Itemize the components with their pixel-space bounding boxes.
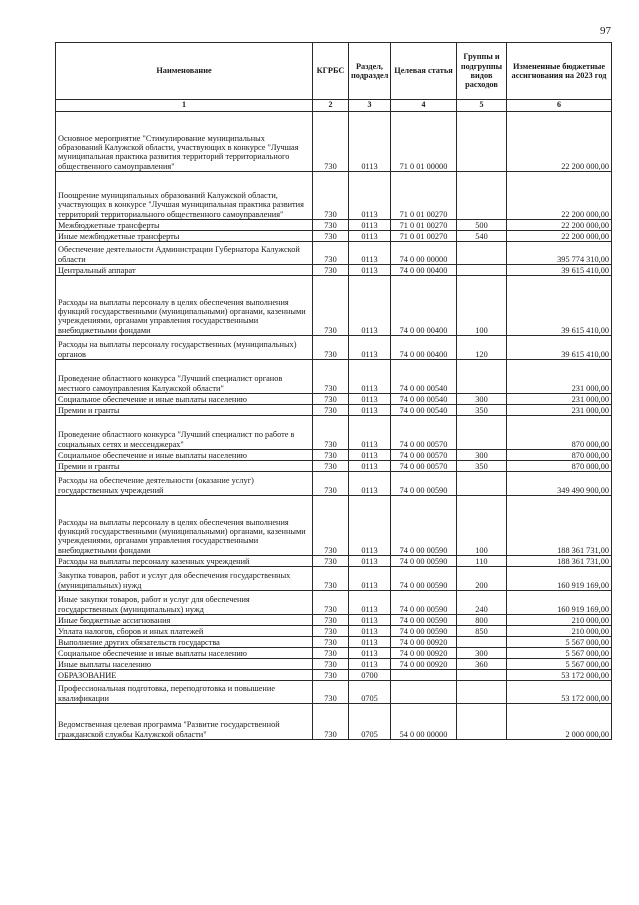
row-name: Проведение областного конкурса "Лучший специалист органов местного самоуправления Калужской области" xyxy=(56,360,313,394)
table-row xyxy=(56,394,612,405)
table-row xyxy=(56,172,612,220)
row-amount: 870 000,00 xyxy=(507,416,612,450)
row-amount: 210 000,00 xyxy=(507,615,612,626)
row-name: Ведомственная целевая программа "Развитие государственной гражданской службы Калужской области" xyxy=(56,704,313,740)
row-target: 74 0 00 00540 xyxy=(391,405,457,416)
row-group: 100 xyxy=(457,276,507,336)
table-row xyxy=(56,681,612,704)
row-amount: 22 200 000,00 xyxy=(507,231,612,242)
row-amount: 22 200 000,00 xyxy=(507,112,612,172)
budget-table xyxy=(55,42,612,740)
row-section: 0113 xyxy=(349,648,391,659)
row-section: 0113 xyxy=(349,567,391,591)
column-number: 5 xyxy=(457,100,507,112)
table-body xyxy=(56,112,612,740)
row-section: 0113 xyxy=(349,496,391,556)
row-amount: 870 000,00 xyxy=(507,461,612,472)
row-amount: 160 919 169,00 xyxy=(507,567,612,591)
row-amount: 5 567 000,00 xyxy=(507,637,612,648)
row-target: 71 0 01 00270 xyxy=(391,220,457,231)
row-kgrbs: 730 xyxy=(313,626,349,637)
row-section: 0113 xyxy=(349,394,391,405)
row-target: 74 0 00 00540 xyxy=(391,394,457,405)
row-amount: 188 361 731,00 xyxy=(507,496,612,556)
table-row xyxy=(56,637,612,648)
column-header-name: Наименование xyxy=(56,43,313,100)
row-target: 74 0 00 00590 xyxy=(391,556,457,567)
row-section: 0113 xyxy=(349,461,391,472)
row-group: 110 xyxy=(457,556,507,567)
row-section: 0113 xyxy=(349,659,391,670)
row-name: Иные закупки товаров, работ и услуг для обеспечения государственных (муниципальных) нужд xyxy=(56,591,313,615)
row-group: 300 xyxy=(457,450,507,461)
row-name: Социальное обеспечение и иные выплаты населению xyxy=(56,450,313,461)
row-kgrbs: 730 xyxy=(313,336,349,360)
row-section: 0113 xyxy=(349,556,391,567)
row-amount: 395 774 310,00 xyxy=(507,242,612,265)
row-name: Межбюджетные трансферты xyxy=(56,220,313,231)
row-target: 71 0 01 00270 xyxy=(391,172,457,220)
row-name: Расходы на выплаты персоналу казенных учреждений xyxy=(56,556,313,567)
row-kgrbs: 730 xyxy=(313,556,349,567)
row-group: 350 xyxy=(457,405,507,416)
row-kgrbs: 730 xyxy=(313,265,349,276)
row-group: 240 xyxy=(457,591,507,615)
row-section: 0705 xyxy=(349,681,391,704)
row-kgrbs: 730 xyxy=(313,637,349,648)
row-section: 0113 xyxy=(349,591,391,615)
row-section: 0113 xyxy=(349,615,391,626)
row-section: 0113 xyxy=(349,231,391,242)
row-kgrbs: 730 xyxy=(313,405,349,416)
row-amount: 22 200 000,00 xyxy=(507,220,612,231)
header-row xyxy=(56,43,612,100)
row-section: 0113 xyxy=(349,360,391,394)
table-row xyxy=(56,461,612,472)
row-target: 74 0 00 00570 xyxy=(391,461,457,472)
row-target: 74 0 00 00400 xyxy=(391,336,457,360)
table-row xyxy=(56,112,612,172)
row-target xyxy=(391,681,457,704)
row-name: Премии и гранты xyxy=(56,461,313,472)
row-target: 74 0 00 00400 xyxy=(391,265,457,276)
column-number: 2 xyxy=(313,100,349,112)
row-kgrbs: 730 xyxy=(313,220,349,231)
row-amount: 39 615 410,00 xyxy=(507,276,612,336)
row-amount: 870 000,00 xyxy=(507,450,612,461)
row-amount: 210 000,00 xyxy=(507,626,612,637)
row-target: 71 0 01 00000 xyxy=(391,112,457,172)
row-group xyxy=(457,172,507,220)
row-target: 74 0 00 00590 xyxy=(391,496,457,556)
row-amount: 231 000,00 xyxy=(507,405,612,416)
row-amount: 5 567 000,00 xyxy=(507,648,612,659)
row-target: 74 0 00 00920 xyxy=(391,659,457,670)
row-section: 0113 xyxy=(349,172,391,220)
row-section: 0113 xyxy=(349,220,391,231)
column-header-section: Раздел, подраздел xyxy=(349,43,391,100)
row-target: 74 0 00 00590 xyxy=(391,472,457,496)
row-kgrbs: 730 xyxy=(313,567,349,591)
column-number: 3 xyxy=(349,100,391,112)
table-row xyxy=(56,405,612,416)
row-amount: 22 200 000,00 xyxy=(507,172,612,220)
row-amount: 231 000,00 xyxy=(507,360,612,394)
page-number: 97 xyxy=(600,25,611,37)
row-group xyxy=(457,265,507,276)
row-section: 0700 xyxy=(349,670,391,681)
column-header-amount: Измененные бюджетные ассигнования на 2023 год xyxy=(507,43,612,100)
row-name: Социальное обеспечение и иные выплаты населению xyxy=(56,648,313,659)
row-section: 0113 xyxy=(349,405,391,416)
table-row xyxy=(56,231,612,242)
row-amount: 39 615 410,00 xyxy=(507,265,612,276)
row-name: Расходы на выплаты персоналу в целях обеспечения выполнения функций государственными (муниципальными) органами, казенными учреждениями, органами управления государственными внебюджетными фондами xyxy=(56,496,313,556)
row-name: ОБРАЗОВАНИЕ xyxy=(56,670,313,681)
row-kgrbs: 730 xyxy=(313,704,349,740)
row-target: 74 0 00 00570 xyxy=(391,450,457,461)
row-kgrbs: 730 xyxy=(313,450,349,461)
row-kgrbs: 730 xyxy=(313,591,349,615)
row-group xyxy=(457,242,507,265)
table-row xyxy=(56,360,612,394)
row-target: 54 0 00 00000 xyxy=(391,704,457,740)
row-amount: 231 000,00 xyxy=(507,394,612,405)
row-name: Профессиональная подготовка, переподготовка и повышение квалификации xyxy=(56,681,313,704)
row-name: Обеспечение деятельности Администрации Губернатора Калужской области xyxy=(56,242,313,265)
row-name: Проведение областного конкурса "Лучший специалист по работе в социальных сетях и мессенджерах" xyxy=(56,416,313,450)
row-kgrbs: 730 xyxy=(313,648,349,659)
row-name: Центральный аппарат xyxy=(56,265,313,276)
row-group: 300 xyxy=(457,648,507,659)
row-section: 0113 xyxy=(349,276,391,336)
row-kgrbs: 730 xyxy=(313,472,349,496)
row-name: Расходы на выплаты персоналу государственных (муниципальных) органов xyxy=(56,336,313,360)
row-target: 74 0 00 00590 xyxy=(391,626,457,637)
column-number-row xyxy=(56,100,612,112)
row-name: Закупка товаров, работ и услуг для обеспечения государственных (муниципальных) нужд xyxy=(56,567,313,591)
table-row xyxy=(56,472,612,496)
table-row xyxy=(56,567,612,591)
row-section: 0113 xyxy=(349,112,391,172)
row-name: Иные межбюджетные трансферты xyxy=(56,231,313,242)
row-section: 0113 xyxy=(349,242,391,265)
column-header-kgrbs: КГРБС xyxy=(313,43,349,100)
column-number: 1 xyxy=(56,100,313,112)
table-row xyxy=(56,220,612,231)
column-number: 6 xyxy=(507,100,612,112)
row-group xyxy=(457,704,507,740)
table-row xyxy=(56,416,612,450)
row-kgrbs: 730 xyxy=(313,172,349,220)
row-section: 0113 xyxy=(349,336,391,360)
row-kgrbs: 730 xyxy=(313,231,349,242)
row-section: 0705 xyxy=(349,704,391,740)
row-name: Премии и гранты xyxy=(56,405,313,416)
row-group xyxy=(457,360,507,394)
row-group: 100 xyxy=(457,496,507,556)
table-row xyxy=(56,659,612,670)
row-group: 200 xyxy=(457,567,507,591)
table-row xyxy=(56,648,612,659)
row-kgrbs: 730 xyxy=(313,681,349,704)
row-target: 74 0 00 00540 xyxy=(391,360,457,394)
row-group: 800 xyxy=(457,615,507,626)
table-row xyxy=(56,450,612,461)
row-name: Выполнение других обязательств государства xyxy=(56,637,313,648)
row-amount: 160 919 169,00 xyxy=(507,591,612,615)
row-group: 540 xyxy=(457,231,507,242)
row-name: Расходы на выплаты персоналу в целях обеспечения выполнения функций государственными (муниципальными) органами, казенными учреждениями, органами управления государственными внебюджетными фондами xyxy=(56,276,313,336)
row-group: 500 xyxy=(457,220,507,231)
row-kgrbs: 730 xyxy=(313,461,349,472)
table-row xyxy=(56,242,612,265)
row-group xyxy=(457,681,507,704)
row-name: Поощрение муниципальных образований Калужской области, участвующих в конкурсе "Лучшая муниципальная практика развития территорий территориального общественного самоуправления" xyxy=(56,172,313,220)
table-row xyxy=(56,276,612,336)
column-header-group: Группы и подгруппы видов расходов xyxy=(457,43,507,100)
table-row xyxy=(56,336,612,360)
row-target: 74 0 00 00590 xyxy=(391,591,457,615)
row-section: 0113 xyxy=(349,265,391,276)
row-section: 0113 xyxy=(349,472,391,496)
row-group xyxy=(457,637,507,648)
row-amount: 53 172 000,00 xyxy=(507,681,612,704)
table-row xyxy=(56,615,612,626)
row-name: Иные бюджетные ассигнования xyxy=(56,615,313,626)
row-kgrbs: 730 xyxy=(313,615,349,626)
column-header-target: Целевая статья xyxy=(391,43,457,100)
row-section: 0113 xyxy=(349,416,391,450)
table-row xyxy=(56,556,612,567)
column-number: 4 xyxy=(391,100,457,112)
row-kgrbs: 730 xyxy=(313,416,349,450)
row-target: 74 0 00 00400 xyxy=(391,276,457,336)
row-group: 850 xyxy=(457,626,507,637)
row-kgrbs: 730 xyxy=(313,659,349,670)
row-name: Иные выплаты населению xyxy=(56,659,313,670)
row-target: 71 0 01 00270 xyxy=(391,231,457,242)
row-kgrbs: 730 xyxy=(313,112,349,172)
table-row xyxy=(56,626,612,637)
row-name: Основное мероприятие "Стимулирование муниципальных образований Калужской области, участвующих в конкурсе "Лучшая муниципальная практика развития территорий территориального общественного самоуправления" xyxy=(56,112,313,172)
row-amount: 188 361 731,00 xyxy=(507,556,612,567)
row-group: 350 xyxy=(457,461,507,472)
row-target: 74 0 00 00000 xyxy=(391,242,457,265)
table-row xyxy=(56,670,612,681)
row-group xyxy=(457,472,507,496)
row-amount: 349 490 900,00 xyxy=(507,472,612,496)
table-row xyxy=(56,704,612,740)
row-group xyxy=(457,112,507,172)
row-kgrbs: 730 xyxy=(313,242,349,265)
row-name: Расходы на обеспечение деятельности (оказание услуг) государственных учреждений xyxy=(56,472,313,496)
row-kgrbs: 730 xyxy=(313,496,349,556)
row-target xyxy=(391,670,457,681)
table-row xyxy=(56,265,612,276)
row-section: 0113 xyxy=(349,450,391,461)
row-amount: 53 172 000,00 xyxy=(507,670,612,681)
row-kgrbs: 730 xyxy=(313,670,349,681)
row-name: Социальное обеспечение и иные выплаты населению xyxy=(56,394,313,405)
row-group xyxy=(457,416,507,450)
row-section: 0113 xyxy=(349,626,391,637)
row-section: 0113 xyxy=(349,637,391,648)
row-target: 74 0 00 00570 xyxy=(391,416,457,450)
table-row xyxy=(56,496,612,556)
row-amount: 5 567 000,00 xyxy=(507,659,612,670)
row-kgrbs: 730 xyxy=(313,360,349,394)
row-group xyxy=(457,670,507,681)
row-name: Уплата налогов, сборов и иных платежей xyxy=(56,626,313,637)
row-target: 74 0 00 00920 xyxy=(391,637,457,648)
row-kgrbs: 730 xyxy=(313,394,349,405)
row-group: 300 xyxy=(457,394,507,405)
row-amount: 39 615 410,00 xyxy=(507,336,612,360)
row-target: 74 0 00 00590 xyxy=(391,567,457,591)
row-target: 74 0 00 00920 xyxy=(391,648,457,659)
row-kgrbs: 730 xyxy=(313,276,349,336)
table-row xyxy=(56,591,612,615)
row-group: 120 xyxy=(457,336,507,360)
row-group: 360 xyxy=(457,659,507,670)
row-target: 74 0 00 00590 xyxy=(391,615,457,626)
row-amount: 2 000 000,00 xyxy=(507,704,612,740)
